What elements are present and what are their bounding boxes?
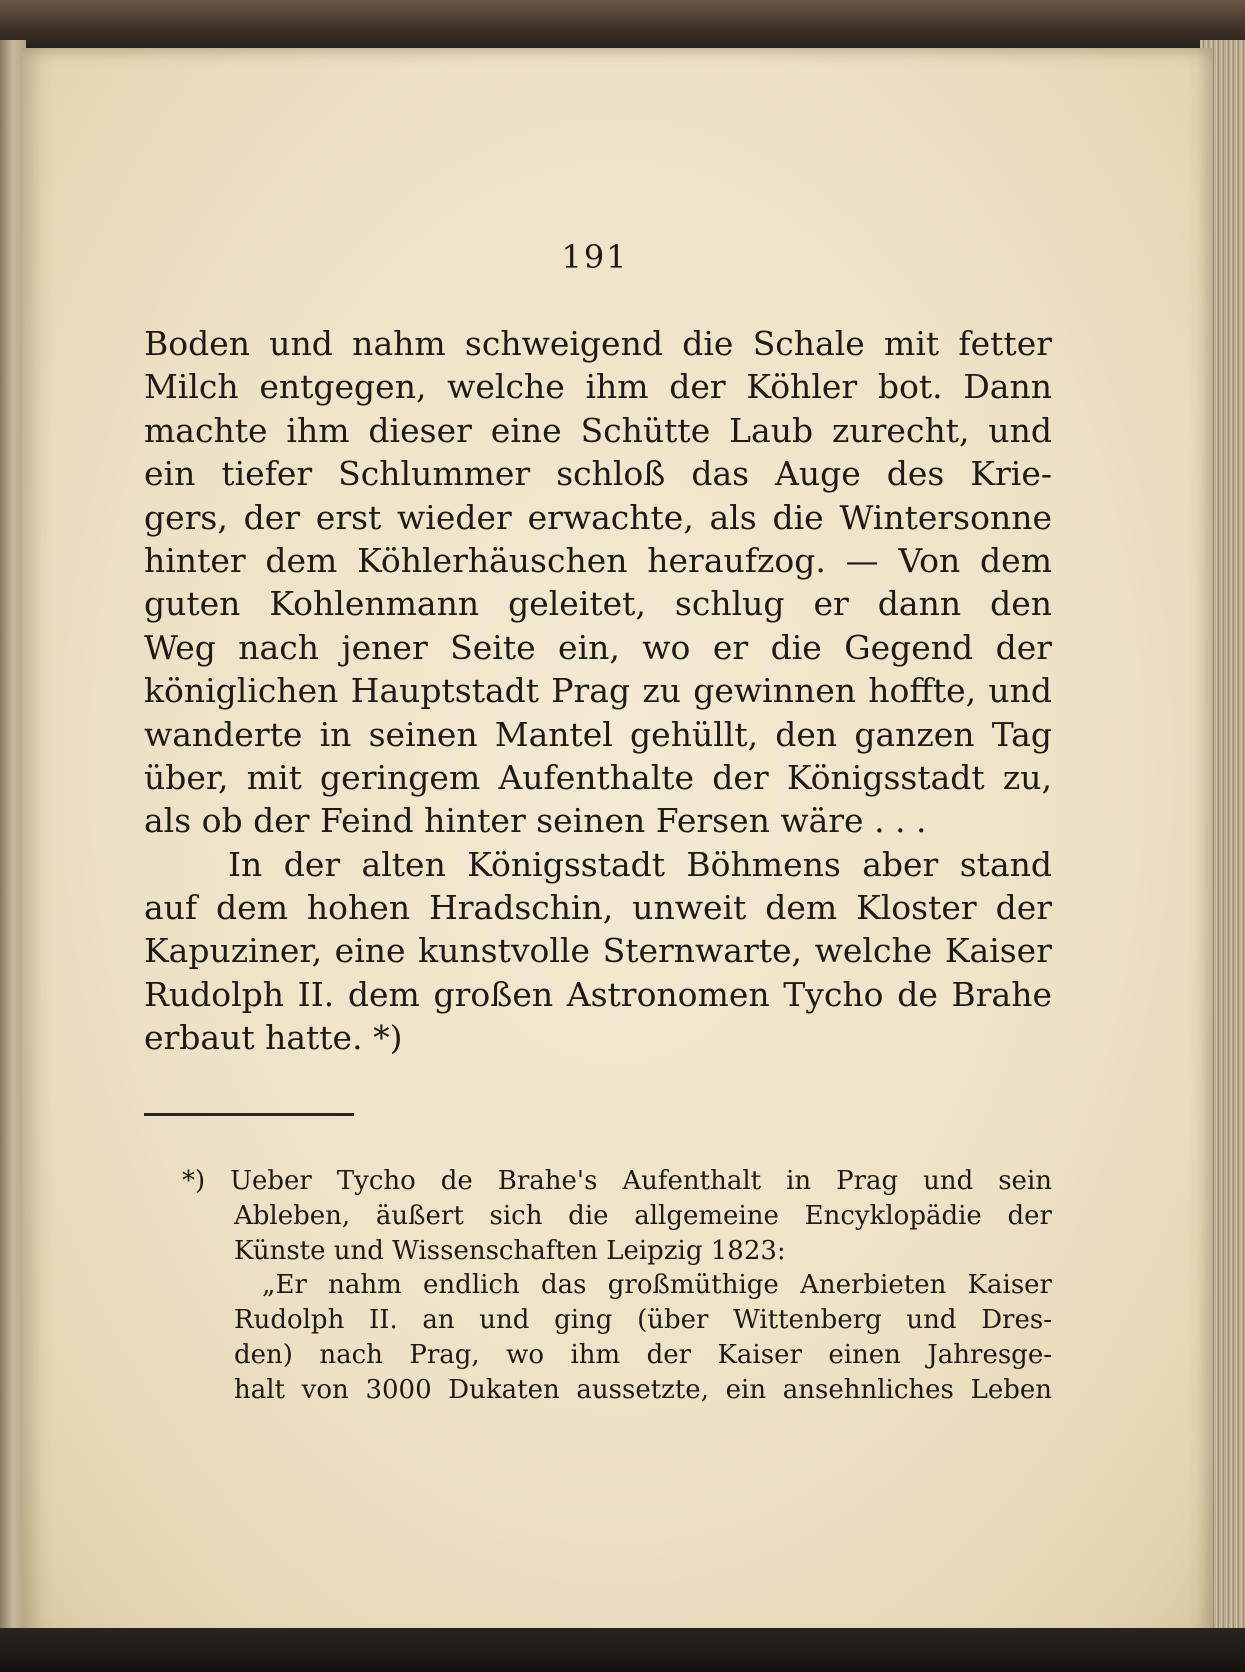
body-line: als ob der Feind hinter seinen Fersen wäre . . .: [144, 801, 927, 841]
book-cover-bottom: [0, 1628, 1245, 1672]
body-line: über, mit geringem Aufenthalte der Königsstadt zu,: [144, 757, 1052, 797]
body-line: ein tiefer Schlummer schloß das Auge des Krie-: [144, 454, 1052, 494]
footnote: [182, 1164, 1052, 1408]
footnote-quote-line: „Er nahm endlich das großmüthige Anerbieten Kaiser: [262, 1270, 1052, 1301]
body-line: Weg nach jener Seite ein, wo er die Gegend der: [144, 627, 1052, 667]
body-text: [144, 322, 1052, 1060]
body-line: Kapuziner, eine kunstvolle Sternwarte, welche Kaiser: [144, 931, 1052, 971]
body-line: Milch entgegen, welche ihm der Köhler bot. Dann: [144, 367, 1052, 407]
body-line: erbaut hatte. *): [144, 1018, 403, 1058]
footnote-line: Ableben, äußert sich die allgemeine Encyklopädie der: [234, 1200, 1052, 1231]
footnote-divider: [144, 1113, 354, 1116]
footnote-line: den) nach Prag, wo ihm der Kaiser einen Jahresge-: [234, 1339, 1052, 1370]
body-line: gers, der erst wieder erwachte, als die Wintersonne: [144, 497, 1052, 537]
paragraph-start-line: In der alten Königsstadt Böhmens aber stand: [228, 844, 1052, 884]
book-cover-top: [0, 0, 1245, 50]
body-line: guten Kohlenmann geleitet, schlug er dann den: [144, 584, 1052, 624]
body-line: Rudolph II. dem großen Astronomen Tycho de Brahe: [144, 974, 1052, 1014]
book-page: [22, 48, 1212, 1643]
body-line: hinter dem Köhlerhäuschen heraufzog. — Von dem: [144, 540, 1052, 580]
footnote-line: Rudolph II. an und ging (über Wittenberg und Dres-: [234, 1305, 1052, 1336]
page-number: 191: [561, 238, 629, 276]
body-line: machte ihm dieser eine Schütte Laub zurecht, und: [144, 410, 1052, 450]
footnote-line: *) Ueber Tycho de Brahe's Aufenthalt in Prag und sein: [182, 1166, 1052, 1196]
footnote-line: Künste und Wissenschaften Leipzig 1823:: [234, 1235, 786, 1266]
body-line: auf dem hohen Hradschin, unweit dem Kloster der: [144, 888, 1052, 928]
body-line: königlichen Hauptstadt Prag zu gewinnen hoffte, und: [144, 671, 1052, 711]
body-line: wanderte in seinen Mantel gehüllt, den ganzen Tag: [144, 714, 1052, 754]
footnote-line: halt von 3000 Dukaten aussetzte, ein ansehnliches Leben: [234, 1374, 1052, 1405]
body-line: Boden und nahm schweigend die Schale mit fetter: [144, 324, 1052, 363]
